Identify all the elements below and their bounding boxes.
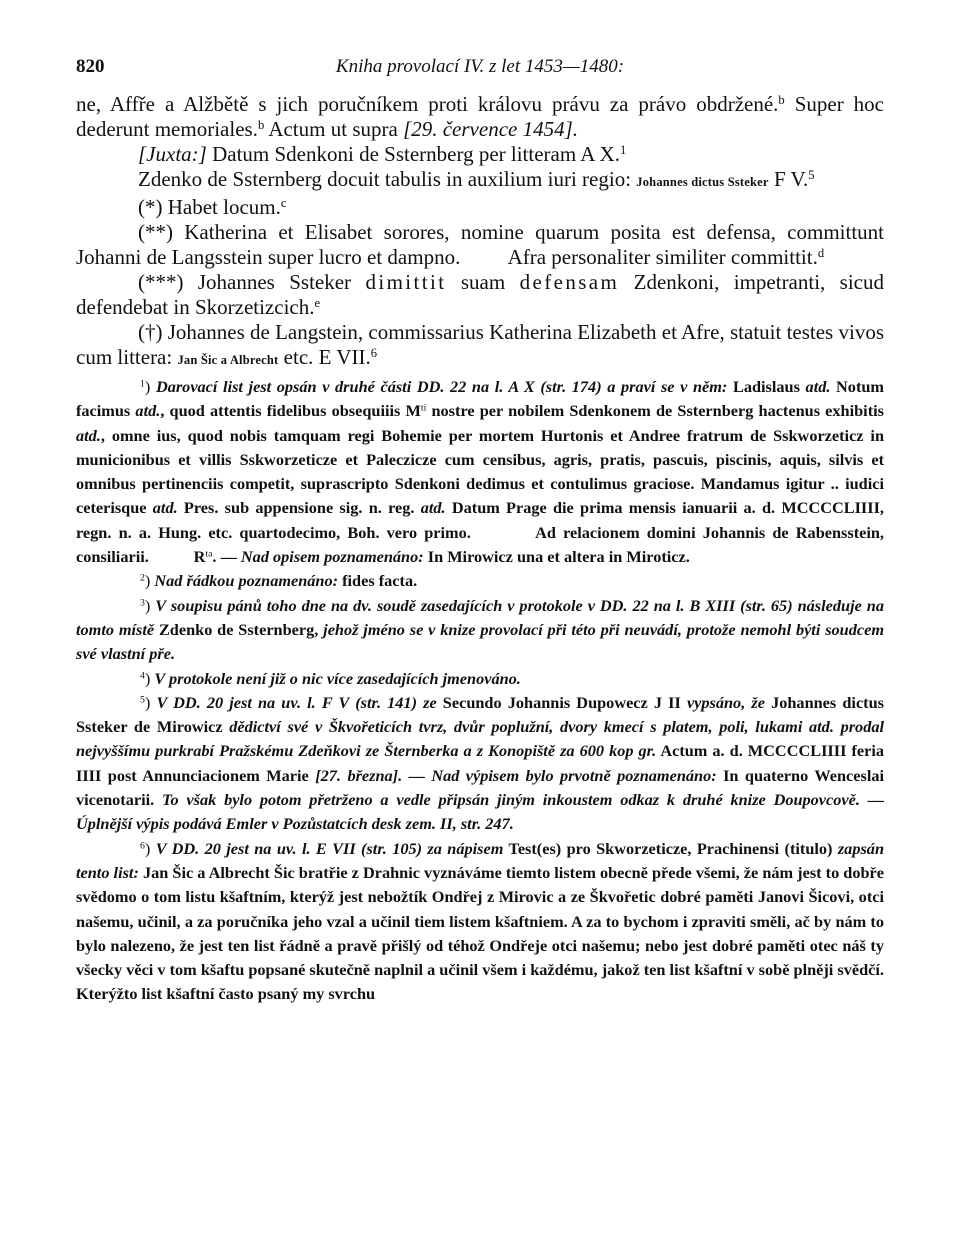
footnote-number: 4 <box>140 670 145 682</box>
text: ne, Affře a Alžbětě s jich poručníkem proti královu právu za právo obdržené. <box>76 92 779 116</box>
editor-text: atd. <box>152 498 178 518</box>
footnote-number: 1 <box>140 378 145 390</box>
paragraph-1 <box>76 92 884 142</box>
footnotes <box>76 375 884 1007</box>
editor-text: Nad opisem poznamenáno: <box>240 547 424 567</box>
text: fides facta. <box>338 571 418 591</box>
superscript: ta <box>205 548 213 560</box>
paragraph-6 <box>76 270 884 320</box>
footnote-number: 6 <box>140 840 145 852</box>
text: Datum Sdenkoni de Ssternberg per litteram A X. <box>206 142 620 166</box>
text: . — <box>212 547 241 567</box>
editor-text: V protokole není již o nic více zasedajících jmenováno. <box>154 668 521 688</box>
text: (**) Katherina et Elisabet sorores, nomine quarum posita est defensa, committunt Johanni de Langsstein super lucro et dampno. <box>76 220 884 269</box>
text: Datum Prage die prima mensis ianuarii a. d. MCCCCLIIII, regn. n. a. Hung. etc. quartodecimo, Boh. vero primo. <box>76 498 885 542</box>
editor-text: [27. března]. — Nad výpisem bylo prvotně poznamenáno: <box>315 765 717 785</box>
running-title: Kniha provolací IV. z let 1453—1480: <box>335 56 625 77</box>
text: , quod attentis fidelibus obsequiiis M <box>160 401 421 421</box>
text: R <box>193 547 206 567</box>
footnote-number: 3 <box>140 597 145 609</box>
text: nostre per nobilem Sdenkonem de Ssternberg hactenus exhibitis <box>426 401 884 421</box>
editor-text: To však bylo potom přetrženo a vedle připsán jiným inkoustem odkaz k druhé knize Doupovcově. — Úplnější výpis podává Emler v Pozůstatcích desk zem. II, str. 247. <box>76 790 885 834</box>
editor-text: Darovací list jest opsán v druhé části DD. 22 na l. A X (str. 174) a praví se v něm: <box>155 377 728 396</box>
text: suam <box>446 270 520 294</box>
text: Ladislaus <box>727 377 806 396</box>
editor-text: Nad řádkou poznamenáno: <box>154 571 339 591</box>
spaced-text: defensam <box>519 270 620 294</box>
small-text: Johannes dictus Ssteker <box>636 175 769 189</box>
superscript: ti <box>420 402 427 414</box>
paragraph-2 <box>76 142 884 167</box>
text: etc. E VII. <box>278 345 371 369</box>
text: Zdenko de Ssternberg docuit tabulis in auxilium iuri regio: <box>138 167 637 191</box>
text: Johannes dictus Ssteker de Mirowicz <box>76 692 884 737</box>
footnote-number: 5 <box>140 694 145 706</box>
text: (*) Habet locum. <box>138 195 281 219</box>
editor-text: vypsáno, že <box>686 692 765 712</box>
document-page <box>76 56 884 1007</box>
text: , omne ius, quod nobis tamquam regi Bohemie per mortem Hurtonis et Andree fratrum de Sskworzeticz in municionibus et villis Sskworzeticze et Paleczicze cum censibus, agris, pratis, pascuis, piscinis, aquis, silvis et omnibus pertinenciis competit, suprascripto Sdenkoni dedimus et contulimus graciose. Mandamus igitur .. iudici ceterisque <box>76 425 884 518</box>
footnote-mark: e <box>314 296 321 311</box>
editor-text: V DD. 20 jest na uv. l. E VII (str. 105) za nápisem <box>155 838 504 858</box>
page-header <box>76 56 884 92</box>
paragraph-7 <box>76 320 884 373</box>
date-note: [29. července 1454]. <box>403 117 579 141</box>
text: Ad relacionem domini Johannis de Rabensstein, consiliarii. <box>76 522 884 567</box>
footnote-6: $^6$) V DD. 20 jest na uv. l. E VII (str. 105) za nápisem Test(es) pro Skworzeticze, Prachinensi (titulo) zapsán tento list: Jan Šic a Albrecht Šic bratřie z Drahnic vyznáváme tiemto listem obecně přede všemi, že nám jest to dobře svědomo o tom listu kšaftním, kterýž jest nebožtík Ondřej z Mirovic a ze Škvořetic dobré paměti Janovi Šicovi, otci našemu, učinil, a za poručníka jeho vzal a učinil tiem listem kšaftniem. A za to bychom i zpraviti směli, ač by nám to bylo nalezeno, že jest ten list řádně a pravě přišlý od téhož Ondřeje otci našemu; nebo jest dobré paměti otec náš ty všecky věci v tom kšaftu popsané skutečně naplnil a učinil všem i každému, jakož ten list kšaftní v sobě plněji svědčí. Kterýžto list kšaftní často psaný my svrchu <box>76 838 885 1004</box>
text: In quaterno Wenceslai vicenotarii. <box>76 765 885 810</box>
footnote-mark: b <box>257 118 265 133</box>
text: (***) Johannes Ssteker <box>138 270 366 294</box>
text: Jan Šic a Albrecht Šic bratřie z Drahnic vyznáváme tiemto listem obecně přede všemi, že nám jest to dobře svědomo o tom listu kšaftním, kterýž jest nebožtík Ondřej z Mirovic a ze Škvořetic dobré paměti Janovi Šicovi, otci našemu, učinil, a za poručníka jeho vzal a učinil tiem listem kšaftniem. A za to bychom i zpraviti směli, ač by nám to bylo nalezeno, že jest ten list řádně a pravě přišlý od téhož Ondřeje otci našemu; nebo jest dobré paměti otec náš ty všecky věci v tom kšaftu popsané skutečně naplnil a učinil všem i každému, jakož ten list kšaftní v sobě plněji svědčí. Kterýžto list kšaftní často psaný my svrchu <box>76 862 885 1004</box>
footnote-ref: 1 <box>619 143 627 158</box>
text: Test(es) pro Skworzeticze, Prachinensi (titulo) <box>503 838 838 858</box>
text: Afra personaliter similiter committit. <box>507 245 818 269</box>
footnote-1: $^1$) Darovací list jest opsán v druhé části DD. 22 na l. A X (str. 174) a praví se v něm: Ladislaus atd. Notum facimus atd., quod attentis fidelibus obsequiiis $M^{ti}$ nostre per nobilem Sdenkonem de Ssternberg hactenus exhibitis atd., omne ius, quod nobis tamquam regi Bohemie per mortem Hurtonis et Andree fratrum de Sskworzeticz in municionibus et villis Sskworzeticze et Paleczicze cum censibus, agris, pratis, pascuis, piscinis, aquis, silvis et omnibus pertinenciis competit, suprascripto Sdenkoni dedimus et contulimus graciose. Mandamus igitur .. iudici ceterisque atd. Pres. sub appensione sig. n. reg. atd. Datum Prage die prima mensis ianuarii a. d. MCCCCLIIII, regn. n. a. Hung. etc. quartodecimo, Boh. vero primo. Ad relacionem domini Johannis de Rabensstein, consiliarii. $R^{ta}$. — Nad opisem poznamenáno: In Mirowicz una et altera in Miroticz. <box>76 377 885 567</box>
editor-text: zapsán tento list: <box>76 838 884 882</box>
spaced-text: dimittit <box>365 270 447 294</box>
text: Pres. sub appensione sig. n. reg. <box>177 498 421 518</box>
paragraph-4 <box>76 195 884 220</box>
text: F V. <box>768 167 809 191</box>
footnote-mark: d <box>817 246 825 261</box>
page-number: 820 <box>76 56 105 77</box>
small-text: Jan Šic a Albrecht <box>177 353 279 367</box>
text: Secundo Johannis Dupowecz J II <box>436 692 687 712</box>
text: Actum ut supra <box>264 117 404 141</box>
footnote-4: $^4$) V protokole není již o nic více zasedajících jmenováno. <box>140 668 521 688</box>
editor-text: dědictví své v Škvořeticích tvrz, dvůr poplužní, dvory kmecí s platem, poli, lukami atd. prodal nejvyššímu purkrabí Pražskému Zdeňkovi ze Šternberka a z Konopiště za 600 kop gr. <box>76 717 884 761</box>
editor-text: V soupisu pánů toho dne na dv. soudě zasedajících v protokole v DD. 22 na l. B XIII (str. 65) následuje na tomto místě <box>76 595 884 639</box>
editor-text: atd. <box>76 425 101 445</box>
paragraph-3 <box>76 167 884 195</box>
text: (†) Johannes de Langstein, commissarius Katherina Elizabeth et Afre, statuit testes vivos cum littera: <box>76 320 884 369</box>
footnote-number: 2 <box>140 573 145 584</box>
footnote-mark: c <box>280 196 287 211</box>
editor-text: atd. <box>135 401 161 421</box>
text: In Mirowicz una et altera in Miroticz. <box>423 547 690 567</box>
text: Super hoc dederunt memoriales. <box>76 92 884 141</box>
main-text <box>76 92 884 373</box>
editor-text: jehož jméno se v knize provolací při této při neuvádí, protože nemohl býti soudcem své vlastní pře. <box>76 619 884 664</box>
footnote-2: $^2$) Nad řádkou poznamenáno: fides facta. <box>140 571 418 591</box>
text: Notum facimus <box>76 377 884 421</box>
editor-text: atd. <box>420 498 446 518</box>
editor-text: atd. <box>805 377 831 396</box>
footnote-ref: 6 <box>370 346 378 361</box>
editor-text: V DD. 20 jest na uv. l. F V (str. 141) ze <box>156 692 437 712</box>
editorial-note: [Juxta:] <box>138 142 207 166</box>
paragraph-5 <box>76 220 884 270</box>
footnote-5: $^5$) V DD. 20 jest na uv. l. F V (str. 141) ze Secundo Johannis Dupowecz J II vypsáno, že Johannes dictus Ssteker de Mirowicz dědictví své v Škvořeticích tvrz, dvůr poplužní, dvory kmecí s platem, poli, lukami atd. prodal nejvyššímu purkrabí Pražskému Zdeňkovi ze Šternberka a z Konopiště za 600 kop gr. Actum a. d. MCCCCLIIII feria IIII post Annunciacionem Marie [27. března]. — Nad výpisem bylo prvotně poznamenáno: In quaterno Wenceslai vicenotarii. To však bylo potom přetrženo a vedle připsán jiným inkoustem odkaz k druhé knize Doupovcově. — Úplnější výpis podává Emler v Pozůstatcích desk zem. II, str. 247. <box>76 692 885 834</box>
footnote-ref: 5 <box>808 168 815 183</box>
footnote-3: $^3$) V soupisu pánů toho dne na dv. soudě zasedajících v protokole v DD. 22 na l. B XIII (str. 65) následuje na tomto místě Zdenko de Ssternberg, jehož jméno se v knize provolací při této při neuvádí, protože nemohl býti soudcem své vlastní pře. <box>76 595 884 664</box>
text: Actum a. d. MCCCCLIIII feria IIII post Annunciacionem Marie <box>76 741 884 785</box>
footnote-mark: b <box>778 93 785 108</box>
text: Zdenko de Ssternberg, <box>154 619 324 639</box>
text: Zdenkoni, impetranti, sicud defendebat in Skorzetizcich. <box>76 270 885 319</box>
